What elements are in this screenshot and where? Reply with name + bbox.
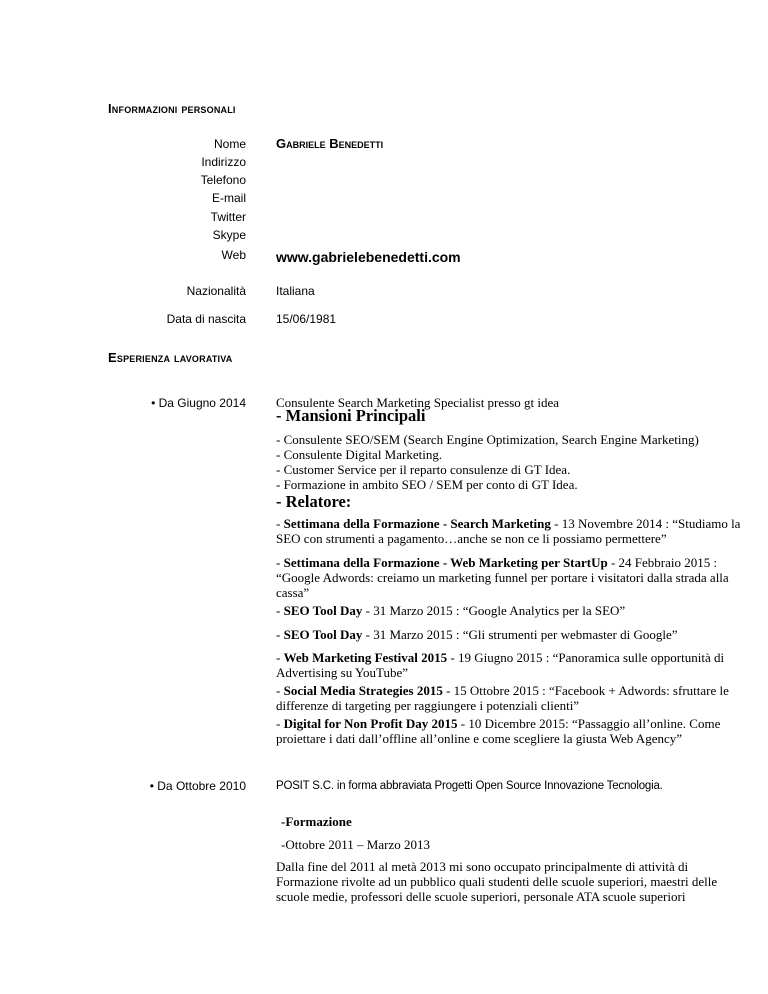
mansioni-item: - Consulente Digital Marketing. — [276, 447, 443, 462]
section-title-personal-info: Informazioni personali — [108, 101, 236, 116]
talk-details: - 24 Febbraio 2015 : “Google Adwords: creiamo un marketing funnel per portare i visitatori dalla strada alla cassa” — [276, 555, 729, 600]
section-title-experience: Esperienza lavorativa — [108, 350, 233, 365]
talk-item: - Settimana della Formazione - Search Marketing - 13 Novembre 2014 : “Studiamo la SEO con strumenti a pagamento…anche se non ce li possiamo permettere” — [276, 516, 741, 546]
talk-details: - 19 Giugno 2015 : “Panoramica sulle opportunità di Advertising su YouTube” — [276, 650, 725, 680]
label-twitter: Twitter — [210, 210, 246, 224]
label-email: E-mail — [211, 191, 246, 205]
talk-details: - 31 Marzo 2015 : “Google Analytics per la SEO” — [362, 603, 626, 618]
label-nazionalita: Nazionalità — [186, 284, 246, 298]
formazione-period: -Ottobre 2011 – Marzo 2013 — [281, 837, 430, 852]
label-indirizzo: Indirizzo — [201, 155, 246, 169]
value-nazionalita: Italiana — [276, 284, 315, 298]
talk-event: SEO Tool Day — [283, 603, 363, 618]
label-web: Web — [221, 248, 246, 262]
mansioni-item: - Consulente SEO/SEM (Search Engine Optimization, Search Engine Marketing) — [276, 432, 699, 447]
job1-title: Consulente Search Marketing Specialist presso gt idea — [276, 395, 560, 410]
mansioni-list — [276, 432, 746, 492]
value-nome: Gabriele Benedetti — [276, 136, 384, 151]
job2-company: POSIT S.C. in forma abbraviata Progetti Open Source Innovazione Tecnologia. — [276, 780, 663, 792]
formazione-description: Dalla fine del 2011 al metà 2013 mi sono occupato principalmente di attività di Formazione rivolte ad un pubblico quali studenti delle scuole superiori, maestri delle scuole medie, professori delle scuole superiori, personale ATA scuole superiori — [276, 859, 718, 904]
talk-event: Social Media Strategies 2015 — [283, 683, 443, 698]
label-skype: Skype — [212, 228, 246, 242]
talk-event: Digital for Non Profit Day 2015 — [283, 716, 458, 731]
website-link[interactable]: www.gabrielebenedetti.com — [276, 249, 461, 265]
talk-details: - 15 Ottobre 2015 : “Facebook + Adwords: sfruttare le differenze di targeting per raggiungere i potenziali clienti” — [276, 683, 729, 713]
talk-details: - 10 Dicembre 2015: “Passaggio all’online. Come proiettare i dati dall’offline all’online e come scegliere la giusta Web Agency” — [276, 716, 721, 746]
talk-item: - Settimana della Formazione - Web Marketing per StartUp - 24 Febbraio 2015 : “Google Adwords: creiamo un marketing funnel per portare i visitatori dalla strada alla cassa” — [276, 555, 729, 600]
talk-item: - Social Media Strategies 2015 - 15 Ottobre 2015 : “Facebook + Adwords: sfruttare le differenze di targeting per raggiungere i potenziali clienti” — [276, 683, 729, 713]
talk-details: - 31 Marzo 2015 : “Gli strumenti per webmaster di Google” — [362, 627, 678, 642]
value-data-nascita: 15/06/1981 — [276, 312, 337, 326]
job2-date: • Da Ottobre 2010 — [149, 779, 246, 793]
talk-item: - SEO Tool Day - 31 Marzo 2015 : “Gli strumenti per webmaster di Google” — [276, 627, 678, 642]
talk-event: SEO Tool Day — [283, 627, 363, 642]
talk-event: Settimana della Formazione - Search Marketing — [283, 516, 551, 531]
mansioni-item: - Customer Service per il reparto consulenze di GT Idea. — [276, 462, 571, 477]
relatore-heading: - Relatore: — [276, 492, 352, 511]
label-nome: Nome — [213, 137, 246, 151]
label-data-nascita: Data di nascita — [166, 312, 246, 326]
formazione-heading: -Formazione — [281, 814, 352, 829]
talk-event: Settimana della Formazione - Web Marketing per StartUp — [283, 555, 608, 570]
mansioni-heading: - Mansioni Principali — [276, 406, 426, 425]
talk-event: Web Marketing Festival 2015 — [283, 650, 448, 665]
talk-details: - 13 Novembre 2014 : “Studiamo la SEO con strumenti a pagamento…anche se non ce li possiamo permettere” — [276, 516, 741, 546]
talk-item: - SEO Tool Day - 31 Marzo 2015 : “Google Analytics per la SEO” — [276, 603, 626, 618]
job1-date: • Da Giugno 2014 — [151, 396, 246, 410]
talk-item: - Web Marketing Festival 2015 - 19 Giugno 2015 : “Panoramica sulle opportunità di Advertising su YouTube” — [276, 650, 725, 680]
mansioni-item: - Formazione in ambito SEO / SEM per conto di GT Idea. — [276, 477, 578, 492]
label-telefono: Telefono — [200, 173, 246, 187]
talk-item: - Digital for Non Profit Day 2015 - 10 Dicembre 2015: “Passaggio all’online. Come proiettare i dati dall’offline all’online e come scegliere la giusta Web Agency” — [276, 716, 721, 746]
